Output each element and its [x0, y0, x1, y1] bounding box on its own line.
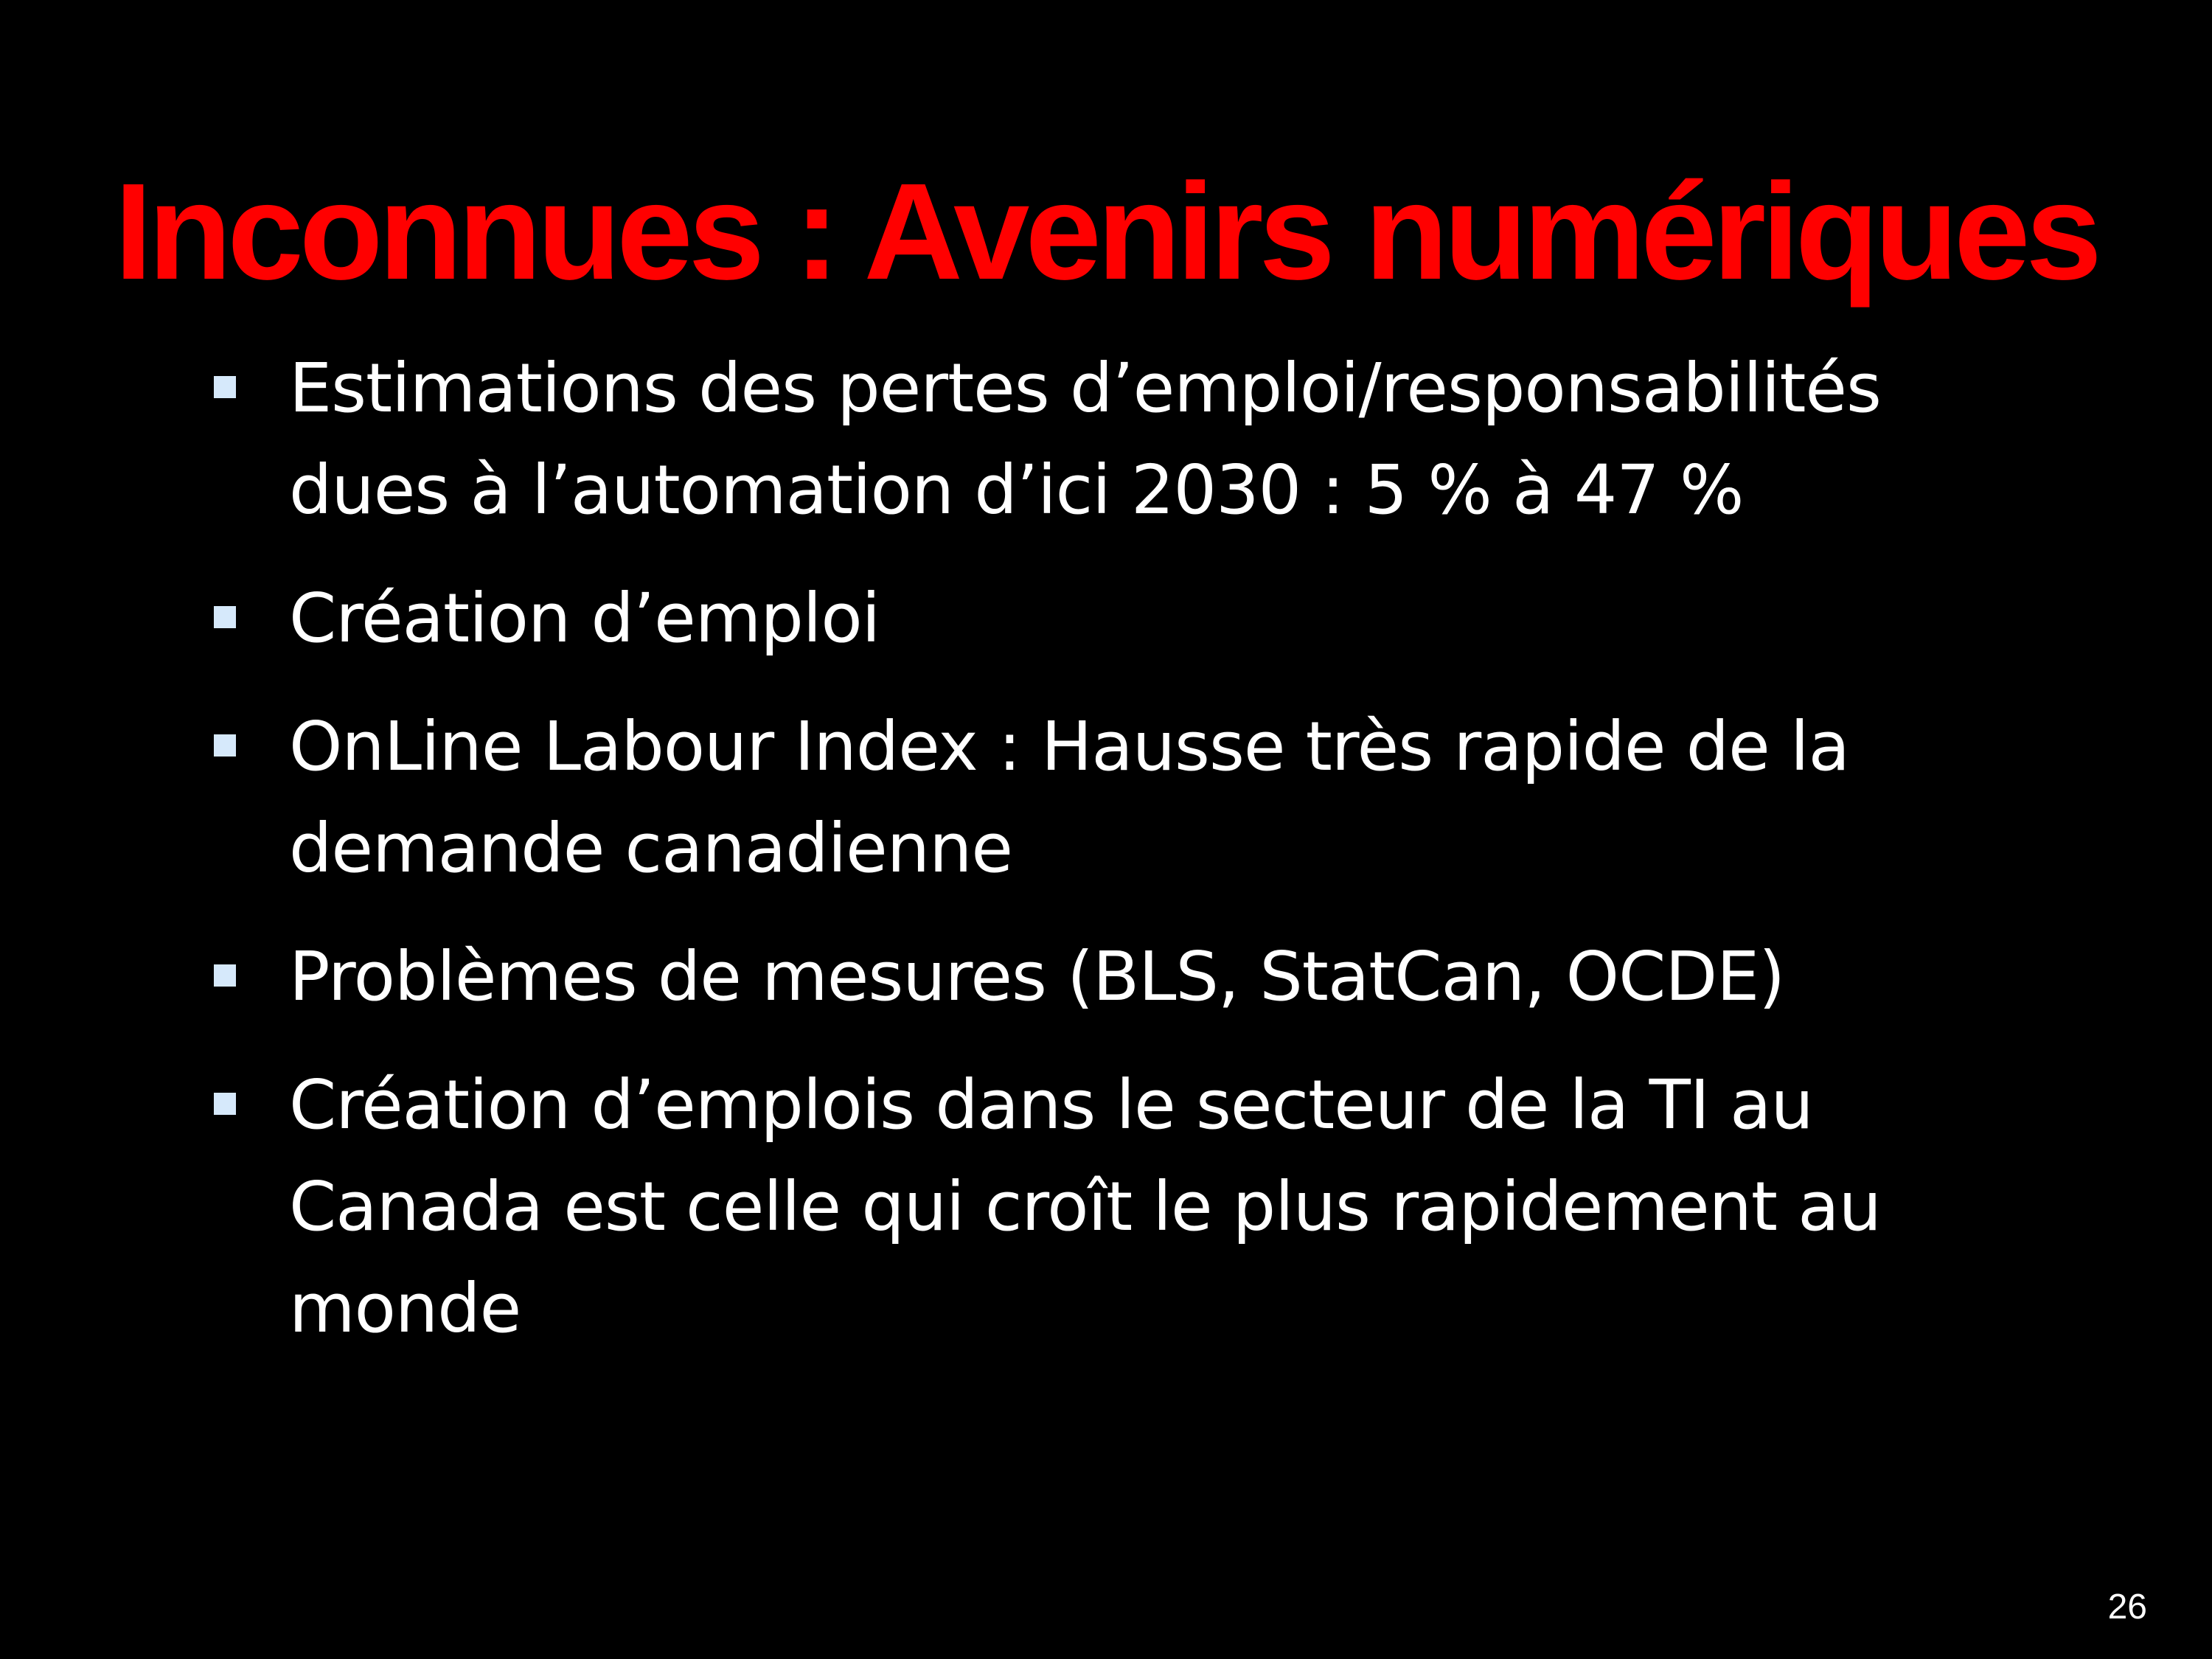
bullet-text: OnLine Labour Index : Hausse très rapide de la demande canadienne — [289, 707, 1849, 888]
page-number: 26 — [2107, 1587, 2147, 1627]
bullet-item-job-loss-estimates — [214, 338, 2028, 541]
bullet-item-it-sector-growth — [214, 1054, 2028, 1360]
bullet-item-job-creation — [214, 568, 2028, 669]
bullet-text: Création d’emplois dans le secteur de la TI au Canada est celle qui croît le plus rapidement au monde — [289, 1065, 1881, 1348]
bullet-list — [214, 338, 2028, 1386]
bullet-item-online-labour-index — [214, 696, 2028, 900]
square-bullet-icon — [214, 1093, 236, 1115]
slide-title: Inconnues : Avenirs numériques — [114, 156, 2098, 308]
bullet-item-measurement-problems — [214, 926, 2028, 1028]
square-bullet-icon — [214, 376, 236, 398]
square-bullet-icon — [214, 606, 236, 628]
square-bullet-icon — [214, 734, 236, 757]
bullet-text: Création d’emploi — [289, 579, 880, 658]
bullet-text: Problèmes de mesures (BLS, StatCan, OCDE) — [289, 937, 1785, 1016]
bullet-text: Estimations des pertes d’emploi/responsabilités dues à l’automation d’ici 2030 : 5 % à 47 % — [289, 349, 1881, 529]
square-bullet-icon — [214, 964, 236, 987]
